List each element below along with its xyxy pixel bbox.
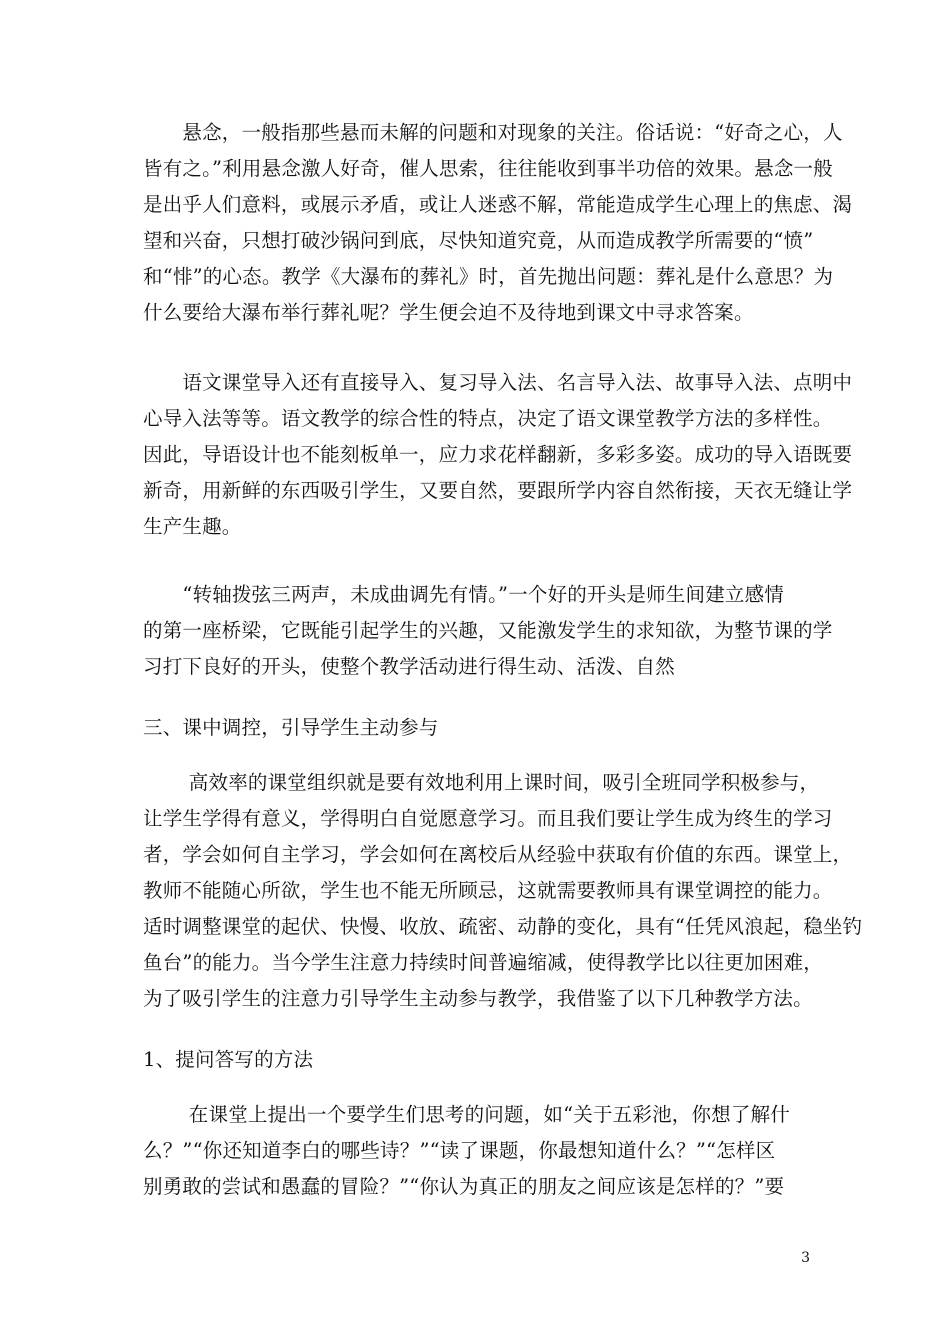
section-heading [143, 710, 811, 746]
text-line: 什么要给大瀑布举行葬礼呢？学生便会迫不及待地到课文中寻求答案。 [143, 301, 754, 324]
text-line: 是出乎人们意料，或展示矛盾，或让人迷惑不解，常能造成学生心理上的焦虑、渴 [143, 193, 853, 216]
text-line: 在课堂上提出一个要学生们思考的问题，如“关于五彩池，你想了解什 [143, 1103, 790, 1126]
paragraph-questions [143, 1097, 811, 1205]
text-line: “转轴拨弦三两声，未成曲调先有情。”一个好的开头是师生间建立感情 [143, 583, 784, 606]
text-line: 习打下良好的开头，使整个教学活动进行得生动、活泼、自然 [143, 655, 675, 678]
text-line: 悬念，一般指那些悬而未解的问题和对现象的关注。俗话说：“好奇之心，人 [143, 121, 843, 144]
text-line: 让学生学得有意义，学得明白自觉愿意学习。而且我们要让学生成为终生的学习 [143, 807, 833, 830]
text-line: 么？”“你还知道李白的哪些诗？”“读了课题，你最想知道什么？”“怎样区 [143, 1139, 776, 1162]
paragraph-suspense [143, 115, 853, 331]
text-line: 望和兴奋，只想打破沙锅问到底，尽快知道究竟，从而造成教学所需要的“愤” [143, 229, 814, 252]
text-line: 者，学会如何自主学习，学会如何在离校后从经验中获取有价值的东西。课堂上， [143, 843, 853, 866]
text-line: 适时调整课堂的起伏、快慢、收放、疏密、动静的变化，具有“任凭风浪起，稳坐钓 [143, 915, 863, 938]
heading-line: 三、课中调控，引导学生主动参与 [143, 716, 439, 739]
subsection-heading [143, 1042, 811, 1078]
page-number: 3 [801, 1250, 810, 1266]
paragraph-intro-methods [143, 365, 853, 545]
text-line: 高效率的课堂组织就是要有效地利用上课时间，吸引全班同学积极参与， [143, 771, 820, 794]
text-line: 鱼台”的能力。当今学生注意力持续时间普遍缩减，使得教学比以往更加困难， [143, 951, 823, 974]
text-line: 语文课堂导入还有直接导入、复习导入法、名言导入法、故事导入法、点明中 [143, 371, 853, 394]
text-line: 教师不能随心所欲，学生也不能无所顾忌，这就需要教师具有课堂调控的能力。 [143, 879, 833, 902]
text-line: 皆有之。”利用悬念激人好奇，催人思索，往往能收到事半功倍的效果。悬念一般 [143, 157, 833, 180]
text-line: 和“悱”的心态。教学《大瀑布的葬礼》时，首先抛出问题：葬礼是什么意思？为 [143, 265, 834, 288]
text-line: 生产生趣。 [143, 515, 242, 538]
text-line: 别勇敢的尝试和愚蠢的冒险？”“你认为真正的朋友之间应该是怎样的？”要 [143, 1175, 785, 1198]
text-line: 为了吸引学生的注意力引导学生主动参与教学，我借鉴了以下几种教学方法。 [143, 987, 813, 1010]
paragraph-classroom-control [143, 765, 863, 1017]
paragraph-good-opening [143, 577, 833, 685]
text-line: 心导入法等等。语文教学的综合性的特点，决定了语文课堂教学方法的多样性。 [143, 407, 833, 430]
text-line: 新奇，用新鲜的东西吸引学生，又要自然，要跟所学内容自然衔接，天衣无缝让学 [143, 479, 853, 502]
text-line: 因此，导语设计也不能刻板单一，应力求花样翻新，多彩多姿。成功的导入语既要 [143, 443, 853, 466]
text-line: 的第一座桥梁，它既能引起学生的兴趣，又能激发学生的求知欲，为整节课的学 [143, 619, 833, 642]
heading-line: 1、提问答写的方法 [143, 1048, 314, 1071]
